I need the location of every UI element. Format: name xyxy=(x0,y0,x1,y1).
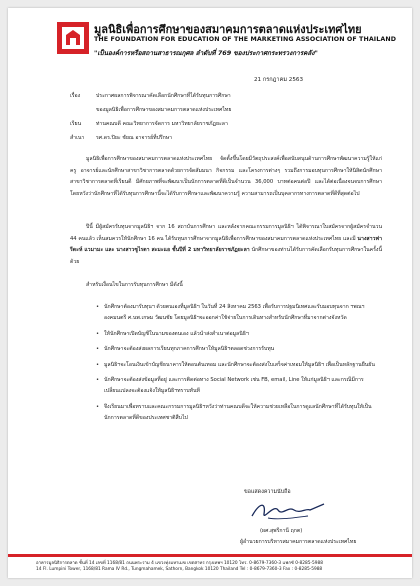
list-item: • มูลนิธิฯจะโอนเงินเข้าบัญชีธนาคารให้ตอนต้นเทอม และนักศึกษาจะต้องส่งใบเสร็จค่าเทอมให้มูลนิธิฯ เพื่อเป็นหลักฐานยืนยัน xyxy=(96,360,376,371)
signatory-position: ผู้อำนวยการบริหารสมาคมการตลาดแห่งประเทศไทย xyxy=(240,539,357,545)
conditions-list xyxy=(96,302,376,429)
letter-date: 21 กรกฎาคม 2563 xyxy=(254,77,304,83)
org-name-english: THE FOUNDATION FOR EDUCATION OF THE MARKETING ASSOCIATION OF THAILAND xyxy=(94,36,397,43)
meta-label: สำเนา xyxy=(70,135,85,141)
org-slogan: "เป็นองค์การหรือสถานสาธารณกุศล ลำดับที่ 769 ของประกาศกระทรวงการคลัง" xyxy=(94,49,318,57)
bullet-icon: • xyxy=(96,377,100,384)
meta-value: ของมูลนิธิเพื่อการศึกษาของสมาคมการตลาดแห่งประเทศไทย xyxy=(96,107,232,113)
selection-text-b: นักศึกษาของท่านได้รับการคัดเลือกรับทุนการศึกษาในครั้งนี้ด้วย xyxy=(70,247,382,265)
list-item: • ให้นักศึกษาเปิดบัญชีในนามของตนเอง แล้วนำส่งสำเนาต่อมูลนิธิฯ xyxy=(96,329,376,340)
selection-text-a: ปีนี้ มีผู้สมัครรับทุนจากมูลนิธิฯ จาก 16 สถาบันการศึกษา และหลังจากคณะกรรมการมูลนิธิฯ ได้พิจารณาใบสมัครจากผู้สมัครจำนวน 44 คนแล้ว เห็นสมควรให้นักศึกษา 16 คน ได้รับทุนการศึกษาจากมูลนิธิเพื่อการศึกษาของสมาคมการตลาดแห่งประเทศไทย และมี xyxy=(70,224,382,242)
paragraph-conditions-intro: สำหรับเงื่อนไขในการรับทุนการศึกษา มีดังนี้ xyxy=(86,282,183,288)
meta-label: เรื่อง xyxy=(70,93,81,99)
bullet-icon: • xyxy=(96,330,100,337)
meta-value: ท่านคณบดี คณะวิทยาการจัดการ มหาวิทยาลัยราชภัฏยะลา xyxy=(96,121,228,127)
meta-value: ประกาศผลการพิจารณาคัดเลือกนักศึกษาที่ได้รับทุนการศึกษา xyxy=(96,93,231,99)
meta-to xyxy=(70,120,228,128)
paragraph-selection xyxy=(70,222,382,268)
list-item: • นักศึกษาต้องมารับทุนฯ ด้วยตนเองที่มูลนิธิฯ ในวันที่ 24 สิงหาคม 2563 เพื่อรับการปฐมนิเทศและรับมอบทุนจาก ฯพณฯ องคมนตรี ศ.นพ.เกษม วัฒนชัย โดยมูลนิธิฯจะออกค่าใช้จ่ายในการเดินทางสำหรับนักศึกษาที่มาจากต่างจังหวัด xyxy=(96,304,365,322)
meta-cc xyxy=(70,134,172,142)
bullet-icon: • xyxy=(96,346,100,353)
meta-value: รศ.ดร.ปิยะ ชัยณ อาจารย์ที่ปรึกษา xyxy=(96,135,173,141)
meta-label: เรียน xyxy=(70,121,82,127)
list-item: • นักศึกษาจะต้องส่งข้อมูลที่อยู่ และการติดต่อทาง Social Network เช่น FB, email, Line ให้แก่มูลนิธิฯ และกรณีมีการเปลี่ยนแปลงจะต้องแจ้งให้มูลนิธิฯทราบทันที xyxy=(96,377,364,395)
bullet-icon: • xyxy=(96,304,100,310)
signature-icon xyxy=(248,498,328,524)
closing-regards: ขอแสดงความนับถือ xyxy=(244,489,291,495)
bullet-icon: • xyxy=(96,403,100,410)
footer-address-english: 14 Fl. Lumpini Tower, 1168/81 Rama IV Rd., Tungmahamek, Sathorn, Bangkok 10120 Thailand Tel : 0-8679-7360-3 Fax : 0-8285-5988 xyxy=(36,567,323,572)
foundation-logo-icon xyxy=(56,21,90,55)
meta-subject-cont xyxy=(70,106,231,114)
footer-divider xyxy=(8,554,412,557)
list-item: • จึงเรียนมาเพื่อทราบและคณะกรรมการมูลนิธิฯหวังว่าท่านคณบดีจะให้ความช่วยเหลือในการดูแลนักศึกษาที่ได้รับทุนให้เป็นนักการตลาดที่ดีของประเทศชาติสืบไป xyxy=(96,403,372,422)
org-name-thai: มูลนิธิเพื่อการศึกษาของสมาคมการตลาดแห่งประเทศไทย xyxy=(94,23,362,36)
meta-subject xyxy=(70,92,231,100)
letter-page xyxy=(8,8,412,578)
footer-address-thai: อาคารมูลนิธิการตลาด ชั้นที่ 14 เลขที่ 1168/81 ถนนพระราม 4 แขวงทุ่งมหาเมฆ เขตสาทร กรุงเทพฯ 10120 โทร. 0-8679-7360-3 แฟกซ์ 0-8285-5988 xyxy=(36,561,323,566)
paragraph-intro: มูลนิธิเพื่อการศึกษาของสมาคมการตลาดแห่งประเทศไทย จัดตั้งขึ้นโดยมีวัตถุประสงค์เพื่อสนับสนุนด้านการศึกษาพัฒนาความรู้ให้แก่ครู อาจารย์และนักศึกษาสาขาวิชาการตลาดด้วยการจัดสัมมนา กิจกรรม และโครงการต่างๆ รวมถึงการมอบทุนการศึกษาให้นิสิตนักศึกษาสาขาวิชาการตลาดที่เรียนดี มีศักยภาพที่จะพัฒนาเป็นนักการตลาดที่ดีเป็นจำนวน 36,000 บาทต่อคนต่อปี และได้ต่อเนื่องจนจบการศึกษา โดยหวังว่านักศึกษาที่ได้รับทุนการศึกษานี้จะได้รับการศึกษาและพัฒนาความรู้ ความสามารถเป็นบุคลากรทางการตลาดที่ดีที่สุดต่อไป xyxy=(70,156,382,197)
signatory-name: (ผศ.สุพรีกานี ฤกต) xyxy=(260,528,303,534)
recipient-names: นางสาวฟารีดะห์ แวมามะ และ นางสาวซูไรดา สะมะแอ ชั้นปีที่ 2 มหาวิทยาลัยราชภัฏยะลา xyxy=(70,235,382,254)
bullet-icon: • xyxy=(96,361,100,368)
list-item: • นักศึกษาจะต้องส่งผลการเรียนทุกภาคการศึกษาให้มูลนิธิฯตลอดช่วงการรับทุน xyxy=(96,344,376,355)
